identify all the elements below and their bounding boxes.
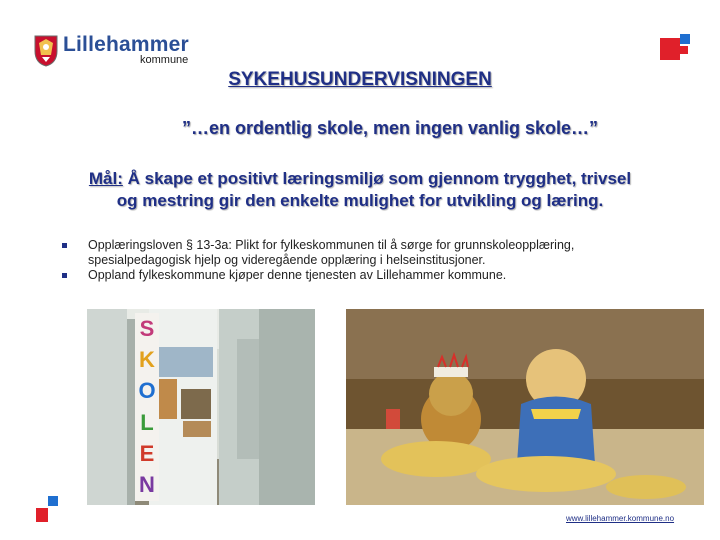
list-item [62,238,662,268]
logo-subtitle: kommune [140,54,189,66]
child-baking-photo [346,309,704,505]
sign-letter: K [139,346,155,372]
bullet-square-icon [62,273,67,278]
lillehammer-logo[interactable] [33,33,213,73]
goal-statement [40,168,680,212]
subtitle-quote: ”…en ordentlig skole, men ingen vanlig skole…” [181,118,599,138]
skolen-sign [135,313,159,501]
goal-line-2: og mestring gir den enkelte mulighet for utvikling og læring. [116,191,604,210]
goal-label: Mål: [88,169,123,188]
bullet-list [62,238,662,283]
decorative-squares-bottom-left [36,496,62,522]
sign-letter: N [139,472,155,498]
sign-letter: E [139,440,155,466]
bullet-text: Opplæringsloven § 13-3a: Plikt for fylkeskommunen til å sørge for grunnskoleopplæring, spesialpedagogisk hjelp og videregående opplæring i helseinstitusjoner. [88,238,575,267]
school-corridor-illustration [87,309,315,505]
bullet-square-icon [62,243,67,248]
coat-of-arms-icon [33,33,59,67]
bullet-text: Oppland fylkeskommune kjøper denne tjenesten av Lillehammer kommune. [88,268,507,282]
sign-letter: L [140,409,154,435]
sign-letter: O [138,378,156,404]
child-baking-illustration [346,309,704,505]
footer-website-link[interactable]: www.lillehammer.kommune.no [566,514,675,523]
decorative-squares-top-right [660,34,690,64]
sign-letter: S [139,315,155,341]
list-item [62,268,662,283]
logo-name: Lillehammer [63,33,189,56]
page-title: SYKEHUSUNDERVISNINGEN [228,69,492,90]
school-corridor-photo [87,309,315,505]
goal-line-1: Å skape et positivt læringsmiljø som gjennom trygghet, trivsel [122,169,632,188]
